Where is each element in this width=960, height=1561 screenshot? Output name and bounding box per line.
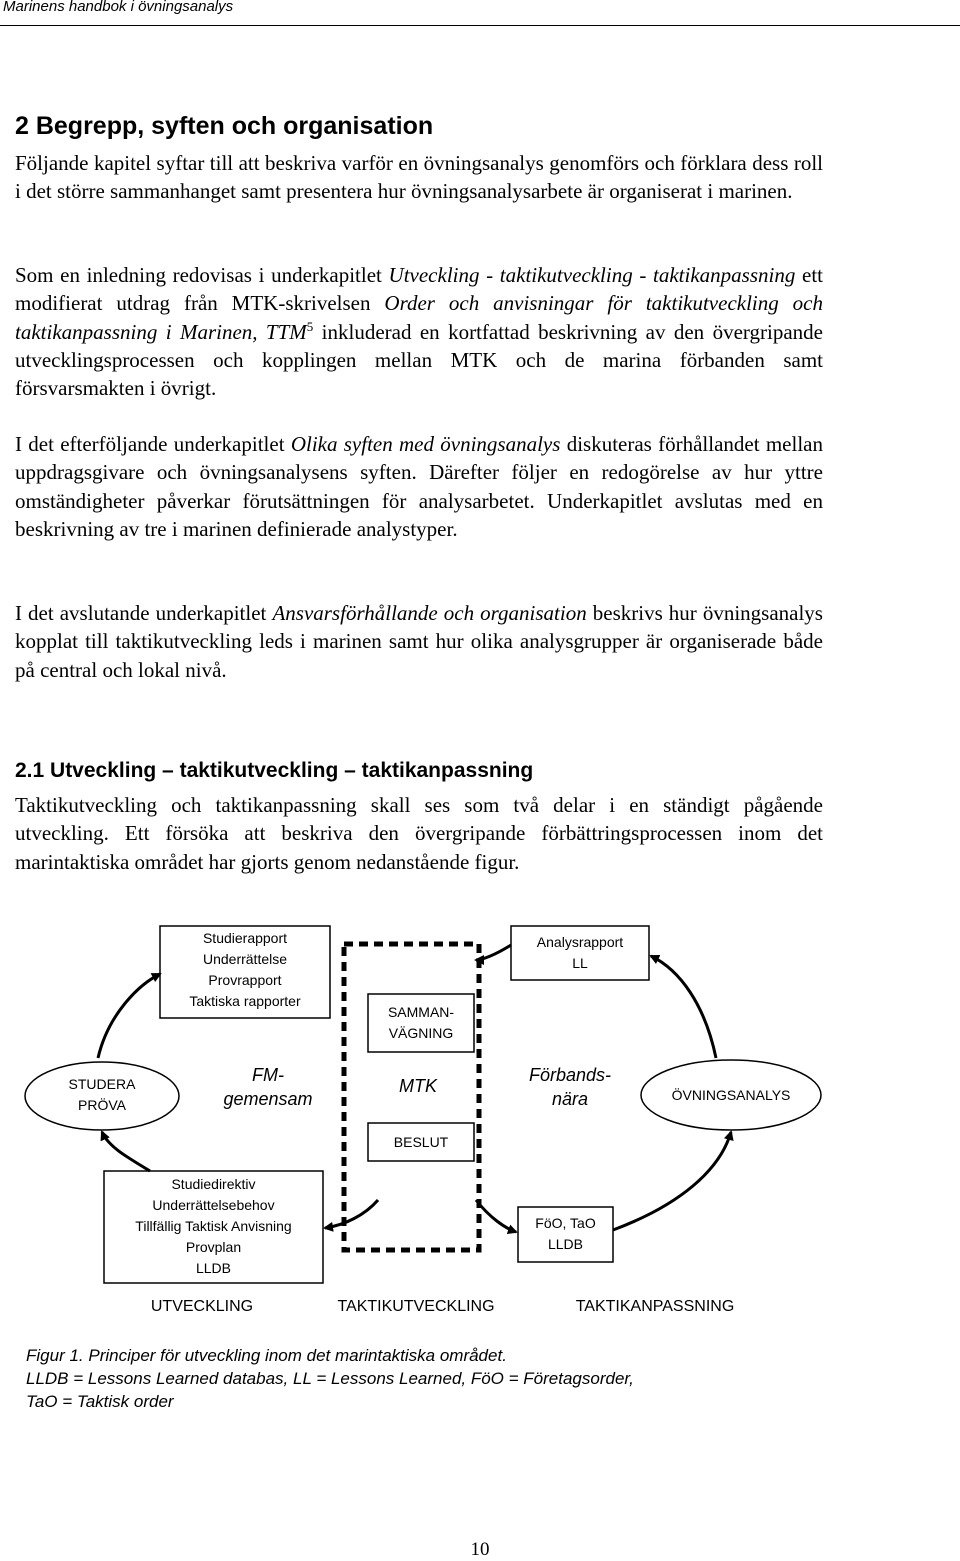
italic-run-document-title: Order och anvisningar för taktikutveckling och taktikanpassning i Marinen, TTM bbox=[15, 291, 823, 344]
text-line: Provrapport bbox=[208, 972, 282, 988]
label-fm-common bbox=[208, 1063, 328, 1111]
ellipse-exercise-text: ÖVNINGSANALYS bbox=[671, 1087, 791, 1103]
box-orders-text bbox=[518, 1213, 613, 1255]
label-tactics-development: TAKTIKUTVECKLING bbox=[337, 1298, 495, 1315]
box-reports-text bbox=[160, 928, 330, 1012]
text-line: FM- bbox=[252, 1065, 284, 1085]
label-unit-near bbox=[510, 1063, 630, 1111]
box-decision-text: BESLUT bbox=[393, 1134, 449, 1150]
text-line: gemensam bbox=[223, 1089, 313, 1109]
arrow-mtk-to-orders bbox=[476, 1200, 516, 1232]
italic-run-subchapter-title: Ansvarsförhållande och organisation bbox=[272, 601, 587, 625]
text-line: Underrättelse bbox=[202, 951, 288, 967]
process-diagram bbox=[0, 900, 960, 1340]
arrow-directives-to-study bbox=[102, 1132, 150, 1171]
subsection-paragraph: Taktikutveckling och taktikanpassning skall ses som två delar i en ständigt pågående utveckling. Ett försöka att beskriva den övergripande förbättringsprocessen inom det marintaktiska området har gjorts genom nedanstående figur. bbox=[15, 793, 823, 874]
section-heading: 2 Begrepp, syften och organisation bbox=[15, 112, 434, 140]
caption-line: LLDB = Lessons Learned databas, LL = Lessons Learned, FöO = Företagsorder, bbox=[26, 1369, 634, 1388]
text-line: nära bbox=[551, 1089, 589, 1109]
text-line: Analysrapport bbox=[536, 934, 624, 950]
arrow-study-to-reports bbox=[98, 974, 160, 1058]
text-line: STUDERA bbox=[68, 1076, 136, 1092]
text-line: Förbands- bbox=[528, 1065, 612, 1085]
text-line: Underrättelsebehov bbox=[152, 1197, 275, 1213]
section-intro-paragraph: Följande kapitel syftar till att beskriva varför en övningsanalys genomförs och förklara dess roll i det större sammanhanget samt presentera hur övningsanalysarbete är organiserat i marinen. bbox=[15, 151, 823, 204]
text-line: Studiedirektiv bbox=[171, 1176, 256, 1192]
section-paragraph-2 bbox=[15, 261, 823, 402]
text-run: diskuteras förhållandet mellan uppdragsgivare och övningsanalysens syften. Därefter följer en redogörelse av hur yttre omständigheter påverkar förutsättningen för analysarbetet. Underkapitlet avslutas med en beskrivning av tre i marinen definierade analystyper. bbox=[15, 432, 823, 541]
running-header-title: Marinens handbok i övningsanalys bbox=[3, 0, 234, 15]
text-run: inkluderad en kortfattad beskrivning av den övergripande utvecklingsprocessen och kopplingen mellan MTK och de marina förbanden samt försvarsmakten i övrigt. bbox=[15, 319, 823, 401]
text-line: Provplan bbox=[185, 1239, 242, 1255]
ellipse-study-text bbox=[25, 1074, 179, 1116]
text-line: FöO, TaO bbox=[535, 1215, 596, 1231]
section-paragraph-3 bbox=[15, 430, 823, 543]
text-run: I det avslutande underkapitlet bbox=[15, 601, 273, 625]
section-paragraph-4 bbox=[15, 599, 823, 684]
arrow-orders-to-exercise bbox=[613, 1132, 731, 1230]
box-analysis-text bbox=[511, 932, 649, 974]
text-line: VÄGNING bbox=[388, 1025, 454, 1041]
text-line: LLDB bbox=[195, 1260, 232, 1276]
caption-line: TaO = Taktisk order bbox=[26, 1392, 174, 1411]
arrow-mtk-to-directives bbox=[325, 1200, 378, 1228]
caption-line: Figur 1. Principer för utveckling inom det marintaktiska området. bbox=[26, 1346, 507, 1365]
text-line: LLDB bbox=[547, 1236, 584, 1252]
text-run: I det efterföljande underkapitlet bbox=[15, 432, 291, 456]
text-line: LL bbox=[572, 955, 588, 971]
text-line: SAMMAN- bbox=[387, 1004, 455, 1020]
figure-caption bbox=[26, 1344, 634, 1413]
italic-run-subchapter-title: Utveckling - taktikutveckling - taktikanpassning bbox=[388, 263, 796, 287]
subsection-heading: 2.1 Utveckling – taktikutveckling – taktikanpassning bbox=[15, 759, 534, 782]
dashed-mtk-frame bbox=[344, 944, 479, 1250]
footnote-ref: 5 bbox=[306, 318, 314, 334]
text-run: beskrivs hur övningsanalys kopplat till taktikutveckling leds i marinen samt hur olika analysgrupper är organiserade både på central och lokal nivå. bbox=[15, 601, 823, 682]
text-line: Tillfällig Taktisk Anvisning bbox=[135, 1218, 292, 1234]
text-run: Som en inledning redovisas i underkapitlet bbox=[15, 263, 389, 287]
italic-run-subchapter-title: Olika syften med övningsanalys bbox=[290, 432, 561, 456]
label-mtk: MTK bbox=[399, 1076, 437, 1096]
label-tactics-adaptation: TAKTIKANPASSNING bbox=[575, 1298, 735, 1315]
running-header bbox=[0, 0, 960, 26]
box-weighing-text bbox=[368, 1002, 474, 1044]
text-line: Studierapport bbox=[202, 930, 288, 946]
text-line: PRÖVA bbox=[78, 1097, 126, 1113]
text-run: ett modifierat utdrag från MTK-skrivelsen bbox=[15, 263, 823, 316]
text-line: Taktiska rapporter bbox=[189, 993, 301, 1009]
box-directives-text bbox=[104, 1174, 323, 1279]
label-development: UTVECKLING bbox=[150, 1298, 254, 1315]
arrow-exercise-to-analysis bbox=[651, 956, 716, 1058]
page-number: 10 bbox=[470, 1539, 490, 1560]
